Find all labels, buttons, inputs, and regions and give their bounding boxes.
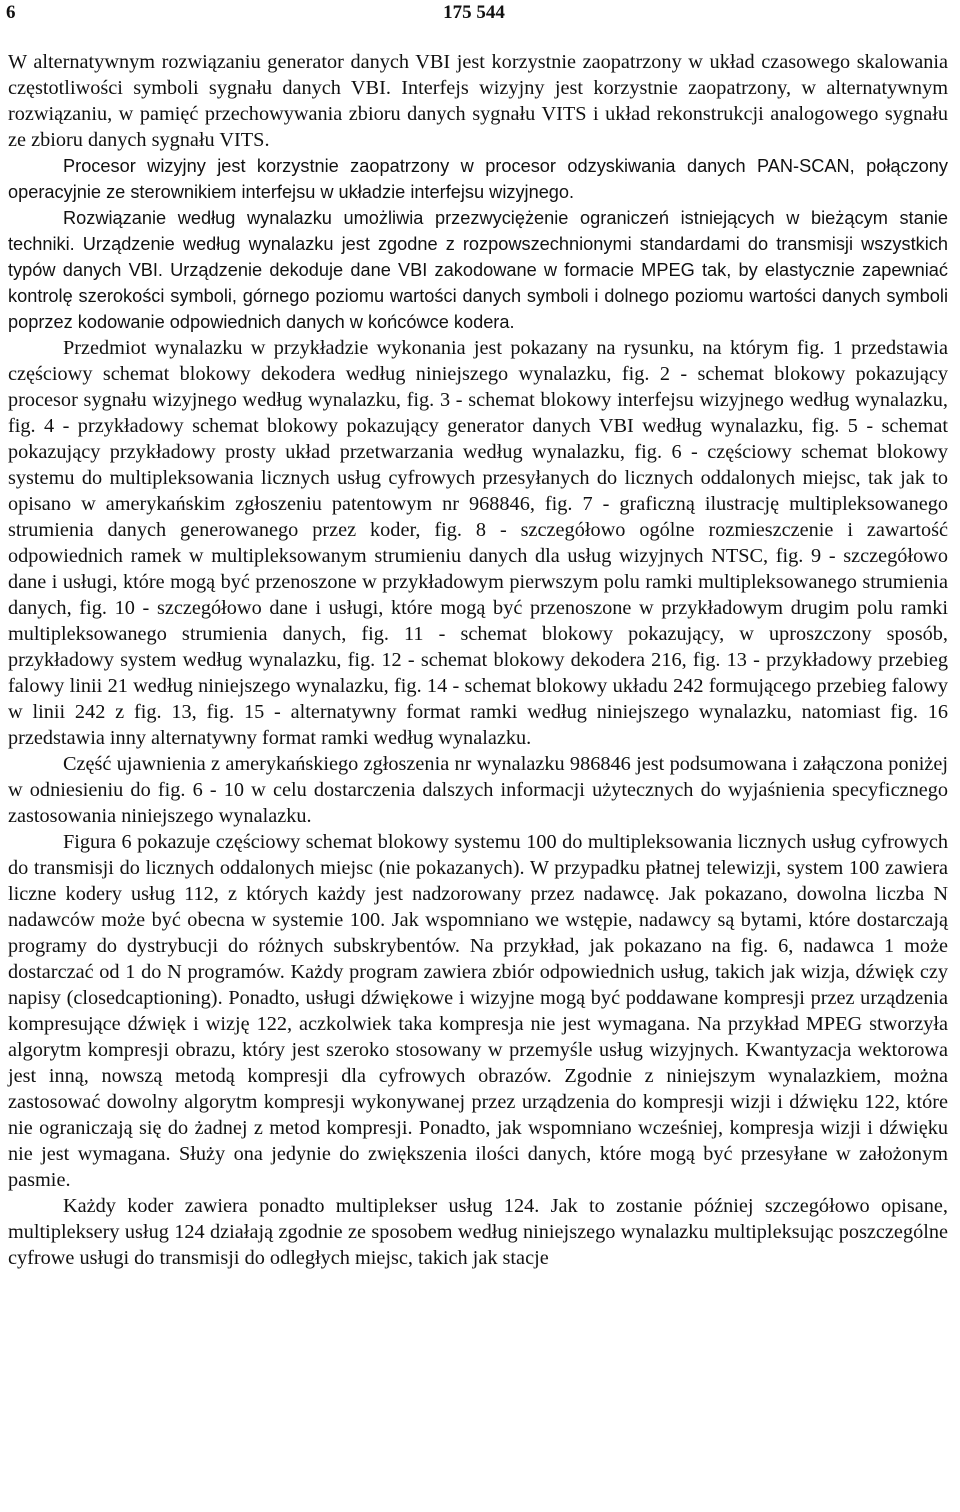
paragraph: Każdy koder zawiera ponadto multiplekser usług 124. Jak to zostanie później szczegółowo opisane, multipleksery usług 124 działają zgodnie ze sposobem według niniejszego wynalazku multipleksując poszczególne cyfrowe usługi do transmisji do odległych miejsc, takich jak stacje — [8, 1195, 948, 1269]
page-header — [6, 2, 942, 26]
paragraph: Figura 6 pokazuje częściowy schemat blokowy systemu 100 do multipleksowania licznych usług cyfrowych do transmisji do licznych oddalonych miejsc (nie pokazanych). W przypadku płatnej telewizji, system 100 zawiera liczne kodery usług 112, z których każdy jest nadzorowany przez nadawcę. Jak pokazano, dowolna liczba N nadawców może być obecna w systemie 100. Jak wspomniano we wstępie, nadawcy są bytami, które dostarczają programy do dystrybucji do różnych subskrybentów. Na przykład, jak pokazano na fig. 6, nadawca 1 może dostarczać od 1 do N programów. Każdy program zawiera zbiór odpowiednich usług, takich jak wizja, dźwięk czy napisy (closedcaptioning). Ponadto, usługi dźwiękowe i wizyjne mogą być poddawane kompresji przez urządzenia kompresujące dźwięk i wizję 122, aczkolwiek taka kompresja nie jest wymagana. Na przykład MPEG stworzyła algorytm kompresji obrazu, który jest szeroko stosowany w przemyśle usług wizyjnych. Kwantyzacja wektorowa jest inną, nowszą metodą kompresji dla cyfrowych obrazów. Zgodnie z niniejszym wynalazkiem, można zastosować dowolny algorytm kompresji wykonywanej przez urządzenia do kompresji wizji i dźwięku 122, które nie ograniczają się do żadnej z metod kompresji. Ponadto, jak wspomniano wcześniej, kompresja wizji i dźwięku nie jest wymagana. Służy ona jedynie do zwiększenia ilości danych, które mogą być przesyłane w założonym pasmie. — [8, 831, 948, 1191]
paragraph: Rozwiązanie według wynalazku umożliwia przezwyciężenie ograniczeń istniejących w bieżącym stanie techniki. Urządzenie według wynalazku jest zgodne z rozpowszechnionymi standardami do transmisji wszystkich typów danych VBI. Urządzenie dekoduje dane VBI zakodowane w formacie MPEG tak, by elastycznie zapewniać kontrolę szerokości symboli, górnego poziomu wartości danych symboli i dolnego poziomu wartości danych symboli poprzez kodowanie odpowiednich danych w końcówce kodera. — [8, 208, 948, 332]
paragraph: Część ujawnienia z amerykańskiego zgłoszenia nr wynalazku 986846 jest podsumowana i załączona poniżej w odniesieniu do fig. 6 - 10 w celu dostarczenia dalszych informacji użytecznych do wyjaśnienia specyficznego zastosowania niniejszego wynalazku. — [8, 753, 948, 827]
paragraph: Procesor wizyjny jest korzystnie zaopatrzony w procesor odzyskiwania danych PAN-SCAN, połączony operacyjnie ze sterownikiem interfejsu w układzie interfejsu wizyjnego. — [8, 156, 948, 202]
body-text — [8, 49, 948, 1271]
patent-number: 175 544 — [443, 2, 505, 23]
paragraph: W alternatywnym rozwiązaniu generator danych VBI jest korzystnie zaopatrzony w układ czasowego skalowania częstotliwości symboli sygnału danych VBI. Interfejs wizyjny jest korzystnie zaopatrzony, w alternatywnym rozwiązaniu, w pamięć przechowywania zbioru danych sygnału VITS i układ rekonstrukcji analogowego sygnału ze zbioru danych sygnału VITS. — [8, 51, 948, 151]
page-number: 6 — [6, 2, 16, 23]
paragraph: Przedmiot wynalazku w przykładzie wykonania jest pokazany na rysunku, na którym fig. 1 przedstawia częściowy schemat blokowy dekodera według niniejszego wynalazku, fig. 2 - schemat blokowy pokazujący procesor sygnału wizyjnego według wynalazku, fig. 3 - schemat blokowy interfejsu wizyjnego według wynalazku, fig. 4 - przykładowy schemat blokowy pokazujący generator danych VBI według wynalazku, fig. 5 - schemat pokazujący przykładowy prosty układ przetwarzania według wynalazku, fig. 6 - częściowy schemat blokowy systemu do multipleksowania licznych usług cyfrowych przesyłanych do licznych oddalonych miejsc, tak jak to opisano w amerykańskim zgłoszeniu patentowym nr 968846, fig. 7 - graficzną ilustrację multipleksowanego strumienia danych generowanego przez koder, fig. 8 - szczegółowo ogólne rozmieszczenie i zawartość odpowiednich ramek w multipleksowanym strumieniu danych dla usług wizyjnych NTSC, fig. 9 - szczegółowo dane i usługi, które mogą być przenoszone w przykładowym pierwszym polu ramki multipleksowanego strumienia danych, fig. 10 - szczegółowo dane i usługi, które mogą być przenoszone w przykładowym drugim polu ramki multipleksowanego strumienia danych, fig. 11 - schemat blokowy pokazujący, w uproszczony sposób, przykładowy system według wynalazku, fig. 12 - schemat blokowy dekodera 216, fig. 13 - przykładowy przebieg falowy linii 21 według niniejszego wynalazku, fig. 14 - schemat blokowy układu 242 formującego przebieg falowy w linii 242 z fig. 13, fig. 15 - alternatywny format ramki według niniejszego wynalazku, natomiast fig. 16 przedstawia inny alternatywny format ramki według wynalazku. — [8, 337, 948, 749]
